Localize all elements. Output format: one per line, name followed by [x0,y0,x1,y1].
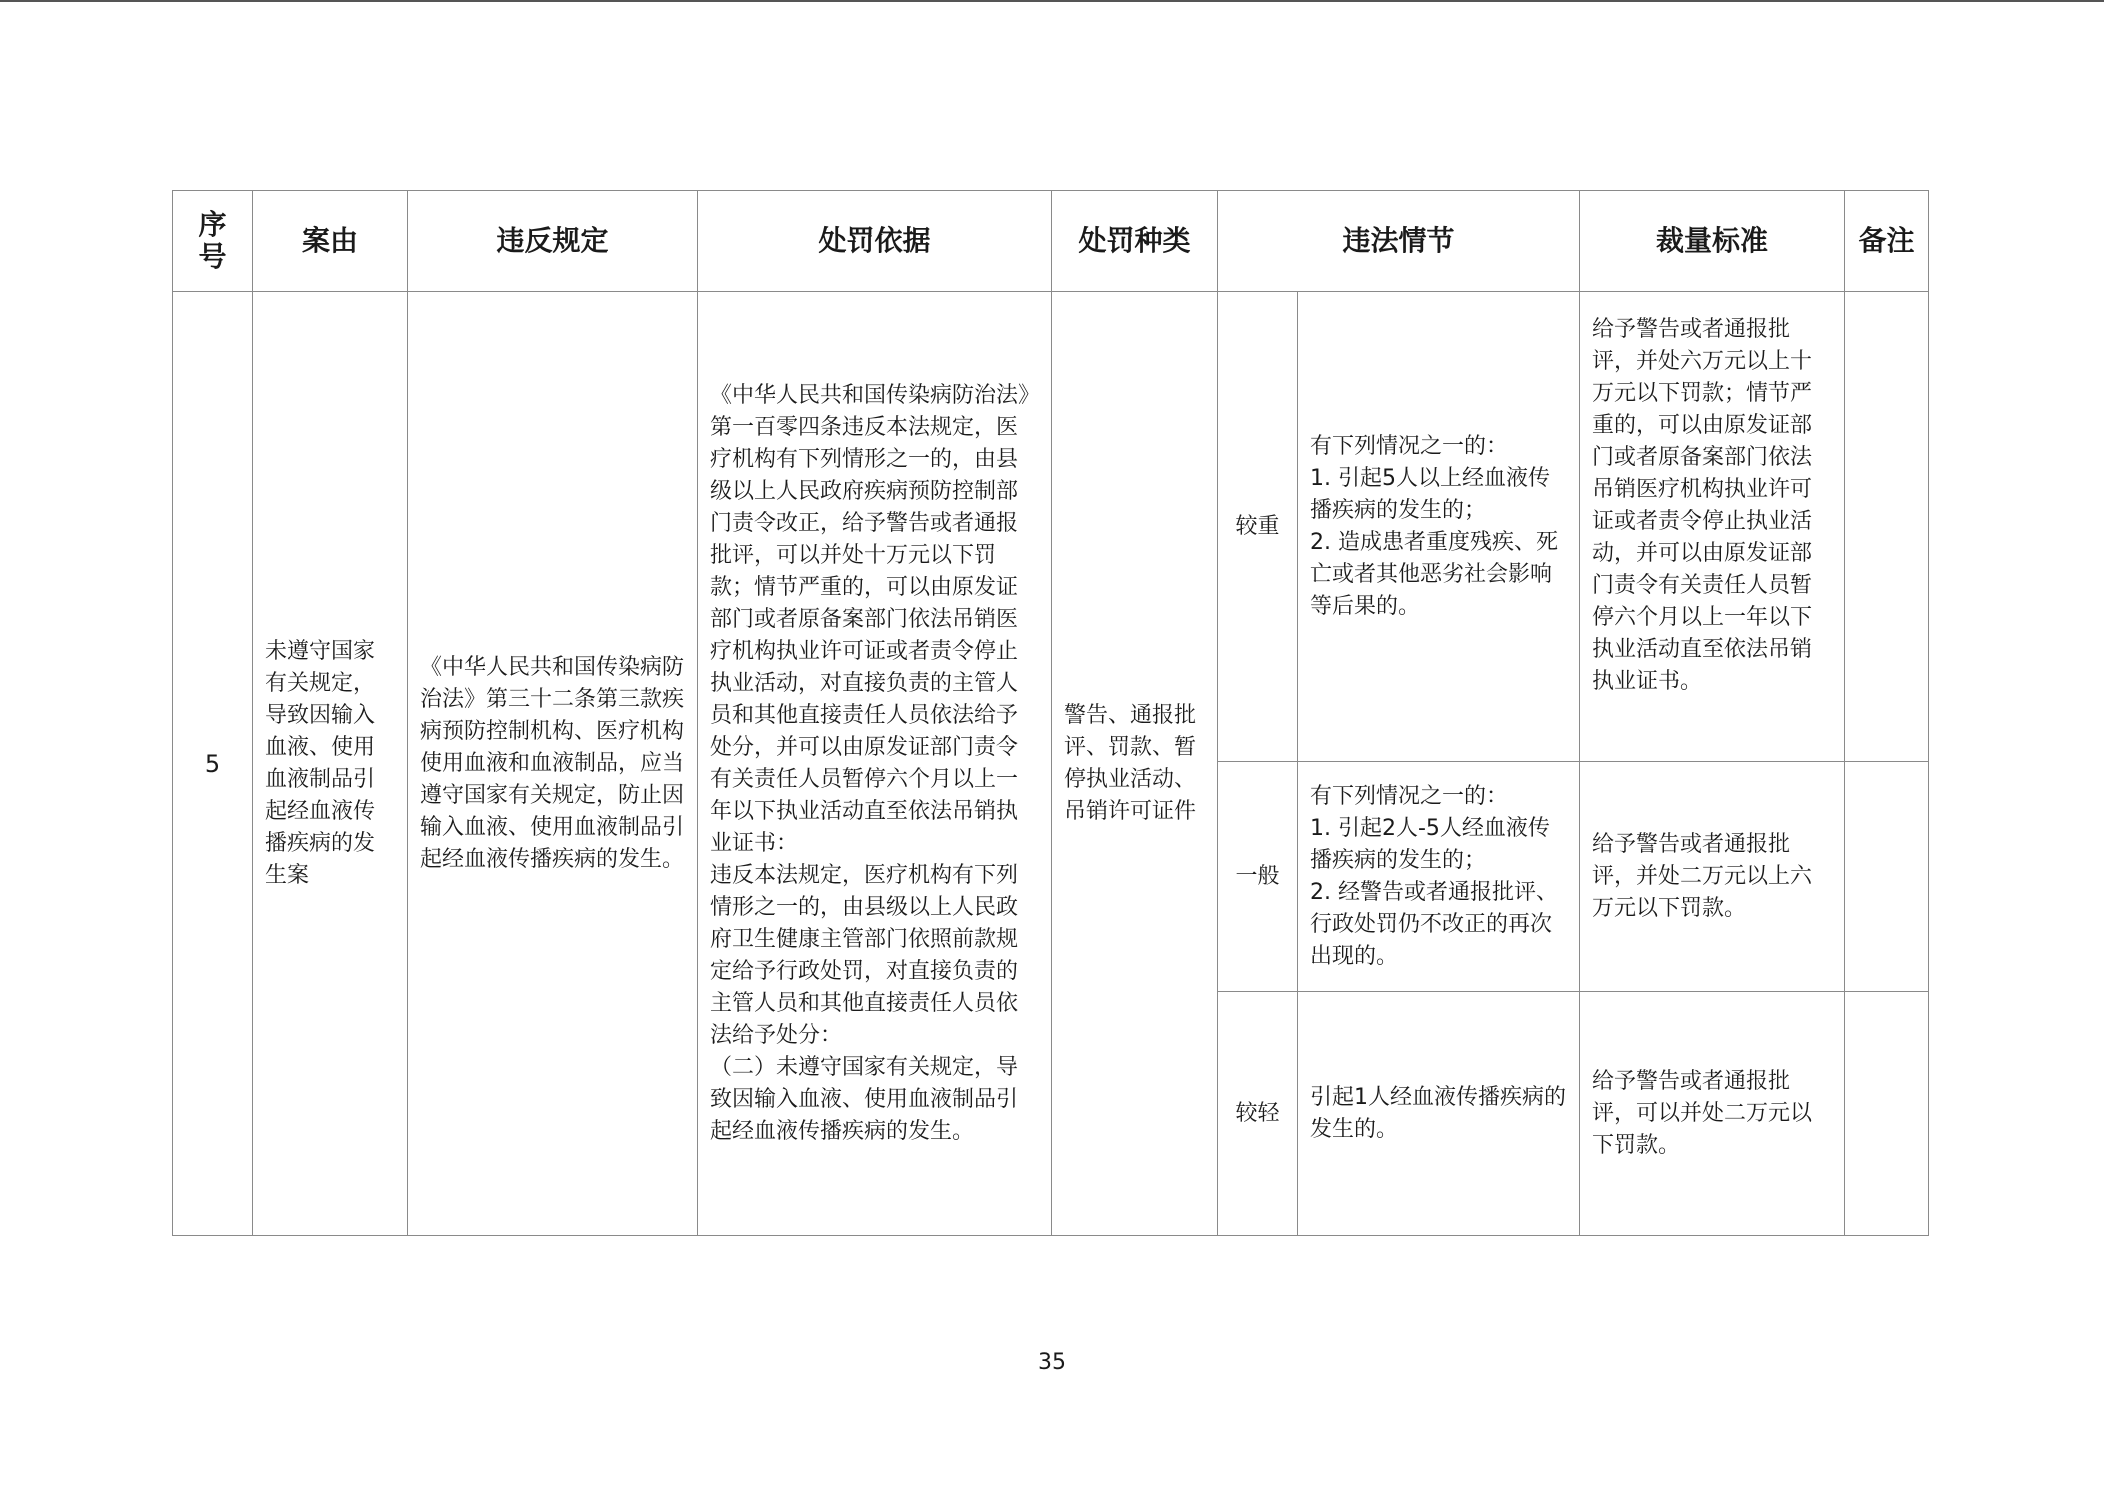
remark-light [1845,992,1929,1236]
circumstance-general: 有下列情况之一的： 1. 引起2人-5人经血液传播疾病的发生的； 2. 经警告或者通报批评、行政处罚仍不改正的再次出现的。 [1298,762,1580,992]
level-light: 较轻 [1218,992,1298,1236]
header-violated-rule: 违反规定 [408,191,698,292]
circumstance-light: 引起1人经血液传播疾病的发生的。 [1298,992,1580,1236]
penalty-type-cell: 警告、通报批评、罚款、暂停执业活动、吊销许可证件 [1052,292,1218,1236]
standard-light: 给予警告或者通报批评，可以并处二万元以下罚款。 [1580,992,1845,1236]
header-penalty-type: 处罚种类 [1052,191,1218,292]
level-severe: 较重 [1218,292,1298,762]
standard-general: 给予警告或者通报批评，并处二万元以上六万元以下罚款。 [1580,762,1845,992]
header-basis: 处罚依据 [698,191,1052,292]
circumstance-severe: 有下列情况之一的： 1. 引起5人以上经血液传播疾病的发生的； 2. 造成患者重度残疾、死亡或者其他恶劣社会影响等后果的。 [1298,292,1580,762]
page-number: 35 [1038,1350,1066,1375]
violated-rule-cell: 《中华人民共和国传染病防治法》第三十二条第三款疾病预防控制机构、医疗机构使用血液和血液制品，应当遵守国家有关规定，防止因输入血液、使用血液制品引起经血液传播疾病的发生。 [408,292,698,1236]
discretion-standard-table [172,190,1929,1236]
standard-severe: 给予警告或者通报批评，并处六万元以上十万元以下罚款；情节严重的，可以由原发证部门或者原备案部门依法吊销医疗机构执业许可证或者责令停止执业活动，并可以由原发证部门责令有关责任人员暂停六个月以上一年以下执业活动直至依法吊销执业证书。 [1580,292,1845,762]
header-seq: 序 号 [173,191,253,292]
header-remarks: 备注 [1845,191,1929,292]
header-standard: 裁量标准 [1580,191,1845,292]
case-cell: 未遵守国家有关规定，导致因输入血液、使用血液制品引起经血液传播疾病的发生案 [253,292,408,1236]
table-row [173,292,1929,762]
top-border-line [0,0,2104,2]
header-row [173,191,1929,292]
seq-cell: 5 [173,292,253,1236]
header-circumstances: 违法情节 [1218,191,1580,292]
remark-severe [1845,292,1929,762]
remark-general [1845,762,1929,992]
basis-cell: 《中华人民共和国传染病防治法》第一百零四条违反本法规定，医疗机构有下列情形之一的，由县级以上人民政府疾病预防控制部门责令改正，给予警告或者通报批评，可以并处十万元以下罚款；情节严重的，可以由原发证部门或者原备案部门依法吊销医疗机构执业许可证或者责令停止执业活动，对直接负责的主管人员和其他直接责任人员依法给予处分，并可以由原发证部门责令有关责任人员暂停六个月以上一年以下执业活动直至依法吊销执业证书： 违反本法规定，医疗机构有下列情形之一的，由县级以上人民政府卫生健康主管部门依照前款规定给予行政处罚，对直接负责的主管人员和其他直接责任人员依法给予处分： （二）未遵守国家有关规定，导致因输入血液、使用血液制品引起经血液传播疾病的发生。 [698,292,1052,1236]
header-case: 案由 [253,191,408,292]
level-general: 一般 [1218,762,1298,992]
